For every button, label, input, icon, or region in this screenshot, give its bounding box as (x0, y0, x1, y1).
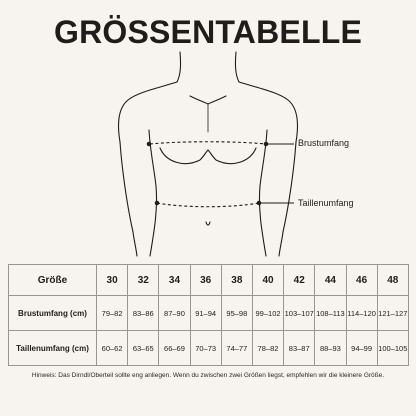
table-cell: 100–105 (377, 331, 408, 366)
right-bust-line (208, 148, 256, 164)
table-cell: 63–65 (128, 331, 159, 366)
table-cell: 91–94 (190, 296, 221, 331)
table-cell: 79–82 (97, 296, 128, 331)
waist-leader-dot-right (257, 201, 261, 205)
size-header-cell: 40 (252, 265, 283, 296)
neck-left-line (177, 52, 181, 82)
left-shoulder-arm-line (119, 82, 177, 256)
size-header-cell: 36 (190, 265, 221, 296)
table-cell: 87–90 (159, 296, 190, 331)
left-bust-line (160, 148, 208, 164)
size-header-cell: 48 (377, 265, 408, 296)
size-header-row (9, 265, 409, 296)
table-cell: 99–102 (252, 296, 283, 331)
bust-leader-dot-left (147, 142, 151, 146)
table-cell: 114–120 (346, 296, 377, 331)
table-cell: 94–99 (346, 331, 377, 366)
size-header-cell: 30 (97, 265, 128, 296)
table-cell: 60–62 (97, 331, 128, 366)
size-header-cell: 34 (159, 265, 190, 296)
page-title: GRÖSSENTABELLE (53, 14, 362, 50)
table-cell: 66–69 (159, 331, 190, 366)
table-cell: 83–86 (128, 296, 159, 331)
table-cell: 74–77 (221, 331, 252, 366)
bust-measure-line (150, 142, 266, 144)
row-label-waist: Taillenumfang (cm) (9, 331, 97, 366)
size-header-cell: 42 (284, 265, 315, 296)
table-cell: 88–93 (315, 331, 346, 366)
right-collarbone-line (208, 96, 226, 104)
row-label-bust: Brustumfang (cm) (9, 296, 97, 331)
waist-leader-dot-left (155, 201, 159, 205)
table-cell: 70–73 (190, 331, 221, 366)
table-cell: 108–113 (315, 296, 346, 331)
table-cell: 121–127 (377, 296, 408, 331)
right-shoulder-arm-line (239, 82, 297, 256)
bust-row (9, 296, 409, 331)
size-header-cell: 38 (221, 265, 252, 296)
size-header-cell: 44 (315, 265, 346, 296)
size-table (8, 264, 409, 366)
right-torso-side-line (259, 130, 267, 256)
navel-mark (206, 222, 210, 225)
footnote: Hinweis: Das Dirndl/Oberteil sollte eng anliegen. Wenn du zwischen zwei Größen liegst, empfehlen wir die kleinere Größe. (31, 372, 385, 379)
left-collarbone-line (190, 96, 208, 104)
waist-label: Taillenumfang (298, 198, 354, 208)
table-cell: 83–87 (284, 331, 315, 366)
table-cell: 78–82 (252, 331, 283, 366)
waist-row (9, 331, 409, 366)
table-cell: 103–107 (284, 296, 315, 331)
bust-leader-dot-right (264, 142, 268, 146)
size-header-cell: 46 (346, 265, 377, 296)
size-header-cell: 32 (128, 265, 159, 296)
size-header-label: Größe (9, 265, 97, 296)
bust-label: Brustumfang (298, 138, 350, 148)
neck-right-line (235, 52, 239, 82)
left-torso-side-line (149, 130, 157, 256)
table-cell: 95–98 (221, 296, 252, 331)
waist-measure-line (157, 203, 259, 207)
